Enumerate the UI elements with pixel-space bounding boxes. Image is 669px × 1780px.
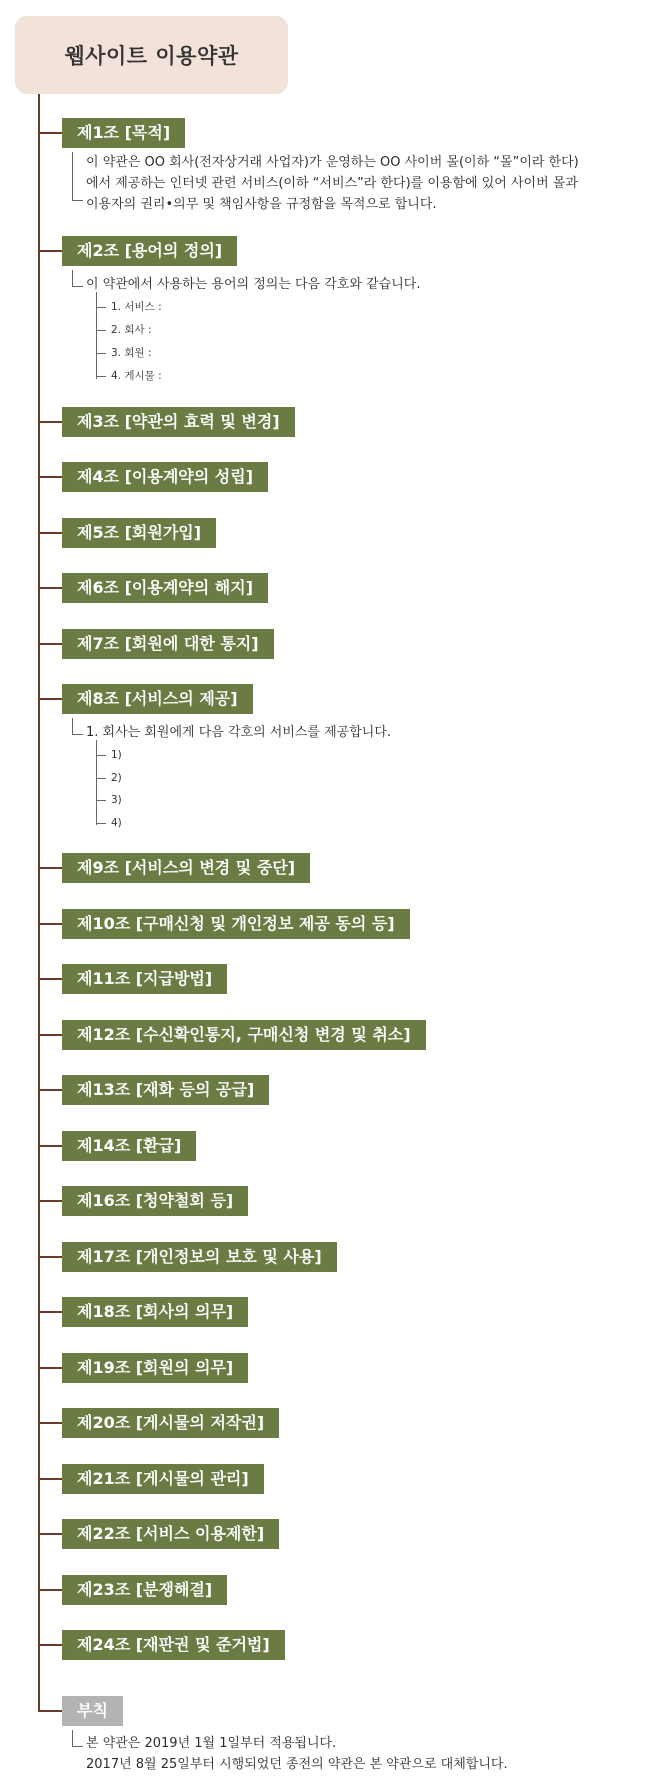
article-7-label: 제7조 [회원에 대한 통지] xyxy=(62,629,274,659)
supplementary-text-line-2: 2017년 8월 25일부터 시행되었던 종전의 약관은 본 약관으로 대체합니다. xyxy=(86,1757,508,1772)
article-8-item-4: 4) xyxy=(111,817,122,829)
article-8-item-2: 2) xyxy=(111,772,122,784)
article-8-text: 1. 회사는 회원에게 다음 각호의 서비스를 제공합니다. xyxy=(86,725,392,740)
article-17-label: 제17조 [개인정보의 보호 및 사용] xyxy=(62,1242,337,1272)
connector-line xyxy=(38,1478,64,1480)
tick-line xyxy=(96,800,106,801)
tick-line xyxy=(96,376,106,377)
article-8-branch-line xyxy=(72,718,83,735)
connector-line xyxy=(38,421,64,423)
article-5-label: 제5조 [회원가입] xyxy=(62,518,216,548)
tick-line xyxy=(96,353,106,354)
article-3-label: 제3조 [약관의 효력 및 변경] xyxy=(62,407,295,437)
page-title-box xyxy=(15,16,288,94)
article-16-label: 제16조 [청약철회 등] xyxy=(62,1186,248,1216)
tick-line xyxy=(96,823,106,824)
connector-line xyxy=(38,1589,64,1591)
tick-line xyxy=(96,778,106,779)
connector-line xyxy=(38,1145,64,1147)
connector-line xyxy=(38,1089,64,1091)
article-2-item-4: 4. 게시물 : xyxy=(111,370,162,382)
article-12-label: 제12조 [수신확인통지, 구매신청 변경 및 취소] xyxy=(62,1020,426,1050)
tree-trunk-line xyxy=(38,94,40,1711)
connector-line xyxy=(38,1256,64,1258)
article-2-item-2: 2. 회사 : xyxy=(111,324,152,336)
article-2-branch-line xyxy=(72,270,83,287)
article-1-text-line-1: 이 약관은 OO 회사(전자상거래 사업자)가 운영하는 OO 사이버 몰(이하 “몰”이라 한다) xyxy=(86,155,579,170)
article-8-item-3: 3) xyxy=(111,794,122,806)
connector-line xyxy=(38,1200,64,1202)
article-2-text: 이 약관에서 사용하는 용어의 정의는 다음 각호와 같습니다. xyxy=(86,277,421,292)
connector-line xyxy=(38,1367,64,1369)
article-1-branch-line xyxy=(72,152,83,201)
article-1-text-line-2: 에서 제공하는 인터넷 관련 서비스(이하 “서비스”라 한다)를 이용함에 있어 사이버 몰과 xyxy=(86,176,578,191)
connector-line xyxy=(38,532,64,534)
connector-line xyxy=(38,1422,64,1424)
connector-line xyxy=(38,1311,64,1313)
article-20-label: 제20조 [게시물의 저작권] xyxy=(62,1408,279,1438)
article-22-label: 제22조 [서비스 이용제한] xyxy=(62,1519,279,1549)
article-14-label: 제14조 [환급] xyxy=(62,1131,196,1161)
page-title: 웹사이트 이용약관 xyxy=(64,44,239,68)
connector-line xyxy=(38,923,64,925)
article-23-label: 제23조 [분쟁해결] xyxy=(62,1575,227,1605)
supplementary-label: 부칙 xyxy=(62,1696,123,1726)
article-21-label: 제21조 [게시물의 관리] xyxy=(62,1464,264,1494)
article-19-label: 제19조 [회원의 의무] xyxy=(62,1353,248,1383)
connector-line xyxy=(38,1034,64,1036)
connector-line xyxy=(38,1644,64,1646)
connector-line xyxy=(38,643,64,645)
article-9-label: 제9조 [서비스의 변경 및 중단] xyxy=(62,853,310,883)
article-4-label: 제4조 [이용계약의 성립] xyxy=(62,462,268,492)
connector-line xyxy=(38,1533,64,1535)
supplementary-branch-line xyxy=(72,1730,83,1747)
article-24-label: 제24조 [재판권 및 준거법] xyxy=(62,1630,285,1660)
article-8-label: 제8조 [서비스의 제공] xyxy=(62,684,253,714)
tick-line xyxy=(96,307,106,308)
article-2-item-1: 1. 서비스 : xyxy=(111,301,162,313)
connector-line xyxy=(38,476,64,478)
connector-line xyxy=(38,250,64,252)
connector-line xyxy=(38,698,64,700)
article-13-label: 제13조 [재화 등의 공급] xyxy=(62,1075,269,1105)
article-8-item-1: 1) xyxy=(111,749,122,761)
connector-line xyxy=(38,587,64,589)
article-1-text-line-3: 이용자의 권리•의무 및 책임사항을 규정함을 목적으로 합니다. xyxy=(86,197,437,212)
supplementary-text-line-1: 본 약관은 2019년 1월 1일부터 적용됩니다. xyxy=(86,1736,337,1751)
article-10-label: 제10조 [구매신청 및 개인정보 제공 동의 등] xyxy=(62,909,410,939)
article-2-item-3: 3. 회원 : xyxy=(111,347,152,359)
tick-line xyxy=(96,330,106,331)
connector-line xyxy=(38,978,64,980)
article-8-sub-line xyxy=(96,740,97,825)
connector-line xyxy=(38,1710,64,1712)
article-1-label: 제1조 [목적] xyxy=(62,118,185,148)
tick-line xyxy=(96,755,106,756)
article-2-label: 제2조 [용어의 정의] xyxy=(62,236,237,266)
connector-line xyxy=(38,867,64,869)
article-6-label: 제6조 [이용계약의 해지] xyxy=(62,573,268,603)
article-11-label: 제11조 [지급방법] xyxy=(62,964,227,994)
connector-line xyxy=(38,132,64,134)
article-18-label: 제18조 [회사의 의무] xyxy=(62,1297,248,1327)
article-2-sub-line xyxy=(96,292,97,379)
